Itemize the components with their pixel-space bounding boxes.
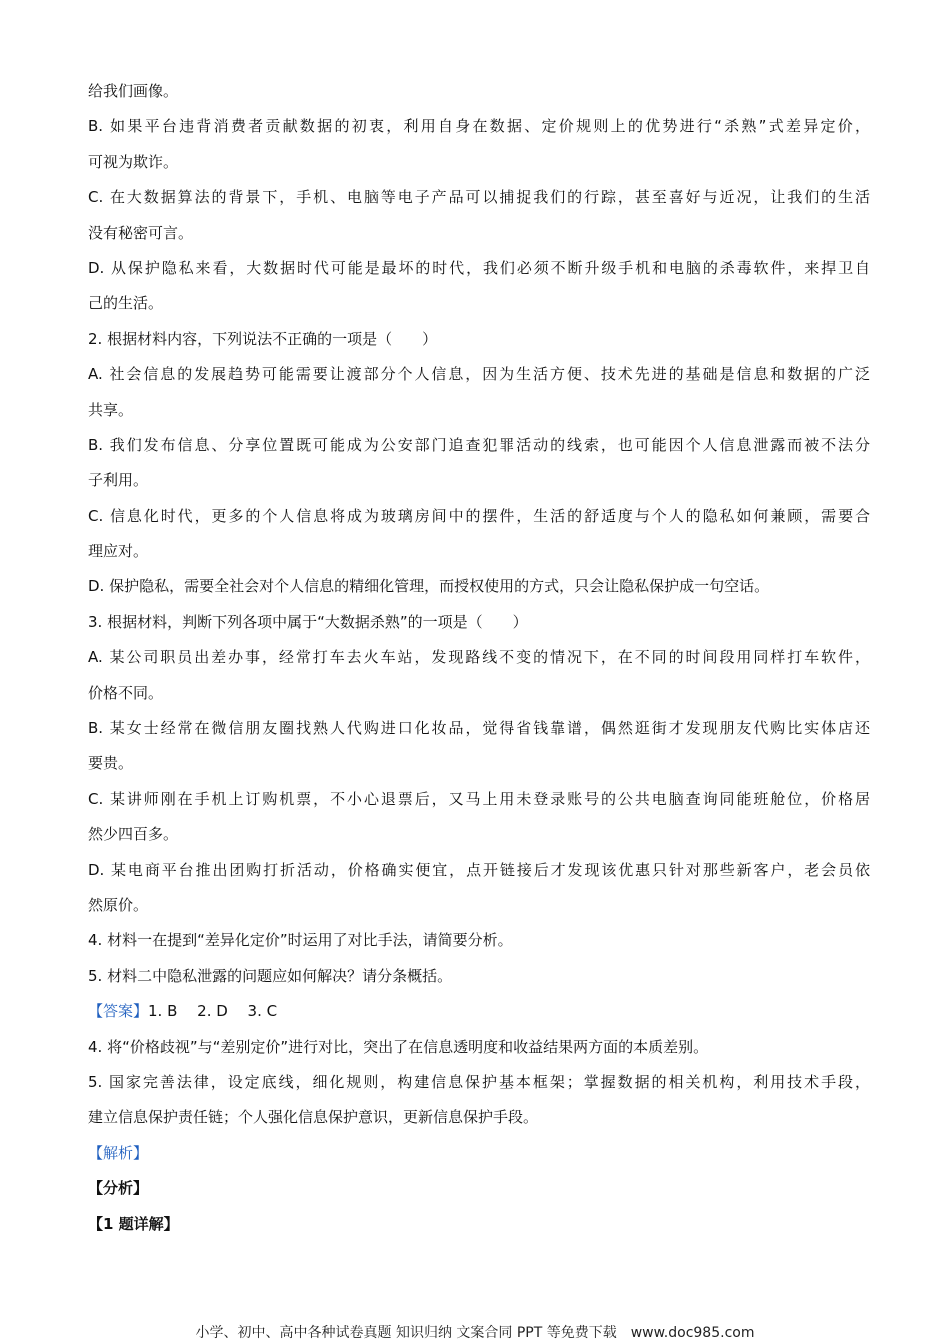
text-line: C. 在大数据算法的背景下，手机、电脑等电子产品可以捕捉我们的行踪，甚至喜好与近况，让我们的生活 <box>88 188 870 207</box>
text-line: C. 某讲师刚在手机上订购机票，不小心退票后，又马上用未登录账号的公共电脑查询同能班舱位，价格居 <box>88 789 870 808</box>
text-line: 4. 材料一在提到“差异化定价”时运用了对比手法，请简要分析。 <box>88 931 513 950</box>
analysis-line <box>88 1136 870 1171</box>
text-line: 给我们画像。 <box>88 82 179 100</box>
text-line: B. 我们发布信息、分享位置既可能成为公安部门追查犯罪活动的线索，也可能因个人信息泄露而被不法分 <box>88 435 870 454</box>
text-line: 子利用。 <box>88 471 149 490</box>
text-line: 5. 材料二中隐私泄露的问题应如何解决？请分条概括。 <box>88 966 453 985</box>
text-line: 4. 将“价格歧视”与“差别定价”进行对比，突出了在信息透明度和收益结果两方面的本质差别。 <box>88 1037 709 1056</box>
text-line: 2. 根据材料内容，下列说法不正确的一项是（ ） <box>88 329 438 348</box>
detail-line <box>88 1207 870 1242</box>
text-line: B. 某女士经常在微信朋友圈找熟人代购进口化妆品，觉得省钱靠谱，偶然逛街才发现朋友代购比实体店还 <box>88 719 870 738</box>
text-line: 3. 根据材料，判断下列各项中属于“大数据杀熟”的一项是（ ） <box>88 612 528 631</box>
text-line: D. 从保护隐私来看，大数据时代可能是最坏的时代，我们必须不断升级手机和电脑的杀毒软件，来捍卫自 <box>88 258 870 277</box>
text-line: 己的生活。 <box>88 294 164 313</box>
text-line: 没有秘密可言。 <box>88 223 194 242</box>
analysis-tag: 【解析】 <box>88 1143 149 1162</box>
fenxi-line <box>88 1171 870 1206</box>
page-footer: 小学、初中、高中各种试卷真题 知识归纳 文案合同 PPT 等免费下载 www.doc985.com <box>195 1325 755 1341</box>
document-body <box>88 74 870 1242</box>
text-line: 5. 国家完善法律，设定底线，细化规则，构建信息保护基本框架；掌握数据的相关机构，利用技术手段， <box>88 1072 870 1091</box>
answer-text-block <box>88 1030 870 1136</box>
text-line: D. 某电商平台推出团购打折活动，价格确实便宜，点开链接后才发现该优惠只针对那些新客户，老会员依 <box>88 860 870 879</box>
text-line: A. 某公司职员出差办事，经常打车去火车站，发现路线不变的情况下，在不同的时间段用同样打车软件， <box>88 648 870 667</box>
text-line: 理应对。 <box>88 542 149 561</box>
text-line: 要贵。 <box>88 754 134 773</box>
text-line: B. 如果平台违背消费者贡献数据的初衷，利用自身在数据、定价规则上的优势进行“杀熟”式差异定价， <box>88 117 870 136</box>
answer-choices: 1. B 2. D 3. C <box>148 1002 278 1021</box>
text-line: D. 保护隐私，需要全社会对个人信息的精细化管理，而授权使用的方式，只会让隐私保护成一句空话。 <box>88 577 770 596</box>
text-line: 共享。 <box>88 400 134 419</box>
text-line: 然少四百多。 <box>88 825 179 844</box>
question-text-block <box>88 74 870 994</box>
detail-tag: 【1 题详解】 <box>88 1214 179 1233</box>
answer-tag: 【答案】 <box>88 1002 149 1021</box>
answer-line <box>88 994 870 1029</box>
text-line: 价格不同。 <box>88 683 164 702</box>
text-line: 建立信息保护责任链；个人强化信息保护意识，更新信息保护手段。 <box>88 1108 539 1127</box>
text-line: 可视为欺诈。 <box>88 152 179 171</box>
text-line: C. 信息化时代，更多的个人信息将成为玻璃房间中的摆件，生活的舒适度与个人的隐私如何兼顾，需要合 <box>88 506 870 525</box>
fenxi-tag: 【分析】 <box>88 1179 149 1198</box>
text-line: 然原价。 <box>88 895 149 914</box>
text-line: A. 社会信息的发展趋势可能需要让渡部分个人信息，因为生活方便、技术先进的基础是信息和数据的广泛 <box>88 365 870 384</box>
